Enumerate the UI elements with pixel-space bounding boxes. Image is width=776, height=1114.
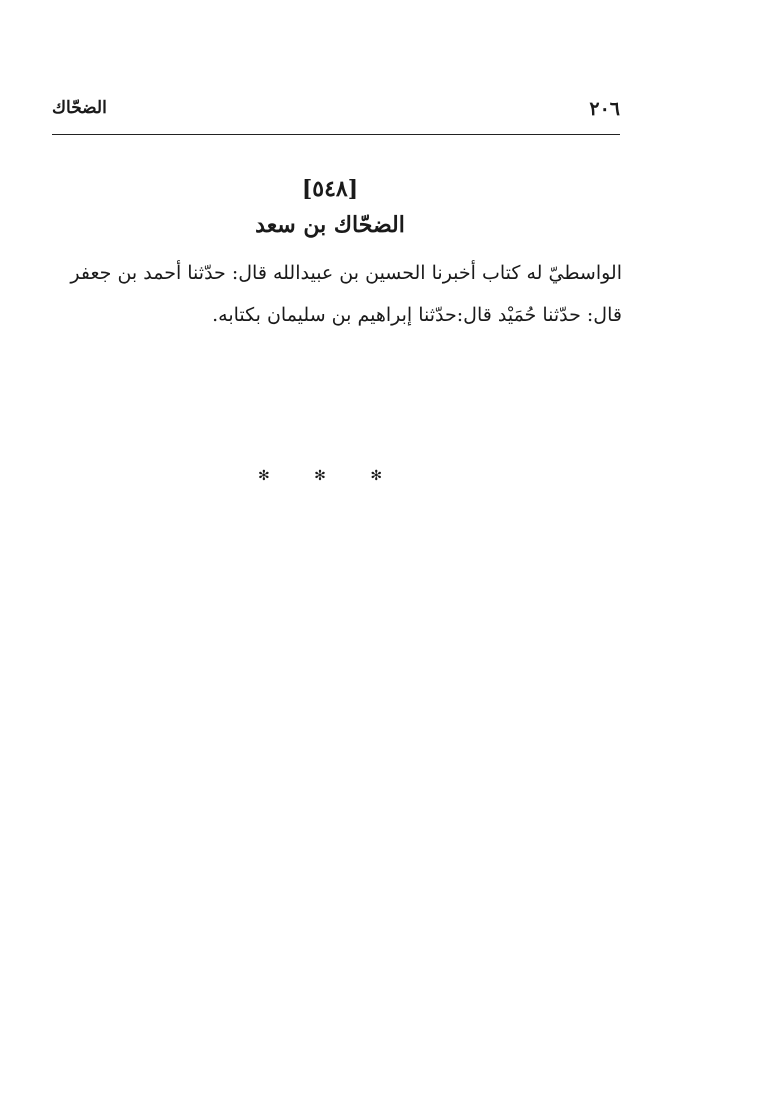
running-title: الضحّاك — [52, 98, 107, 118]
header-rule — [52, 134, 620, 135]
entry-body — [40, 252, 622, 336]
entry-number: [٥٤٨] — [301, 176, 359, 202]
section-ornament: ✻ ✻ ✻ — [257, 468, 403, 484]
body-line-2: قال: حدّثنا حُمَيْد قال:حدّثنا إبراهيم بن سليمان بكتابه. — [212, 304, 622, 326]
page-number: ٢٠٦ — [589, 98, 620, 120]
body-line-1: الواسطيّ له كتاب أخبرنا الحسين بن عبيدالله قال: حدّثنا أحمد بن جعفر — [70, 262, 622, 284]
entry-title: الضحّاك بن سعد — [255, 212, 405, 238]
running-header — [52, 98, 620, 128]
